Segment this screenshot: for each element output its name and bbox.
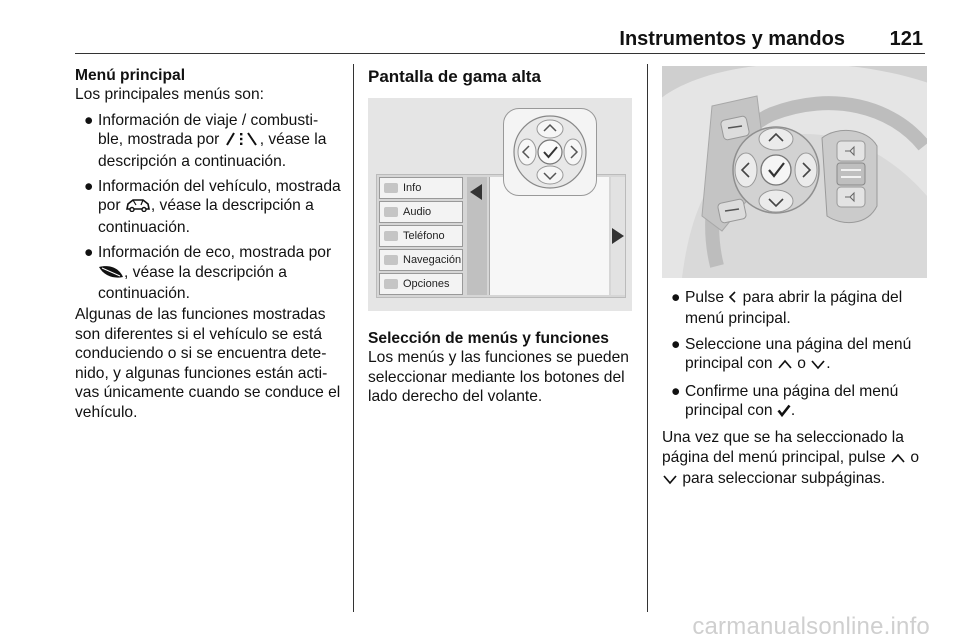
- bullet-dot: ●: [84, 178, 94, 196]
- column-1: [75, 66, 343, 422]
- figure-caption: [368, 329, 634, 407]
- menu-item-audio: Audio: [379, 201, 463, 223]
- menu-item-options: Opciones: [379, 273, 463, 295]
- bullet-dot: ●: [671, 382, 681, 400]
- column-2: [368, 66, 634, 407]
- chevron-up-icon: [777, 356, 793, 375]
- page-header: [75, 26, 925, 53]
- list-item-press-left: ● Pulse para abrir la página del menú principal.: [671, 289, 903, 328]
- main-menu-intro: Los principales menús son:: [75, 86, 264, 104]
- caption-heading: Selección de menús y funciones: [368, 330, 609, 347]
- list-item-eco: ● Información de eco, mostrada por , véase la descripción a continuación.: [84, 244, 332, 303]
- chevron-up-icon: [890, 450, 906, 469]
- navigation-icon: [384, 255, 398, 265]
- joystick-icon: [504, 109, 596, 195]
- section-title: Instrumentos y mandos: [619, 28, 845, 50]
- subpage-paragraph: Una vez que se ha seleccionado la página del menú principal, pulse o para seleccionar subpáginas.: [662, 428, 927, 490]
- steering-wheel-figure: [662, 66, 927, 278]
- joystick-callout: [503, 108, 597, 196]
- menu-item-info: Info: [379, 177, 463, 199]
- page-number: 121: [889, 28, 923, 50]
- arrow-left-icon: [470, 184, 482, 200]
- chevron-down-icon: [810, 356, 826, 375]
- bullet-dot: ●: [84, 111, 94, 129]
- display-figure: [368, 98, 632, 311]
- options-icon: [384, 279, 398, 289]
- list-item-trip: ● Información de viaje / combusti‐ble, mostrada por , véase la descripción a continuación.: [84, 111, 327, 170]
- main-menu-heading: Menú principal: [75, 67, 186, 84]
- list-item-confirm: ● Confirme una página del menú principal con .: [662, 382, 927, 423]
- menu-item-navigation: Navegación: [379, 249, 463, 271]
- menu-list: [379, 177, 463, 297]
- arrow-right-icon: [612, 228, 624, 244]
- checkmark-icon: [777, 403, 791, 422]
- column-3: [662, 66, 927, 491]
- body-paragraph: Algunas de las funciones mostradas son diferentes si el vehículo se está conduciendo o si se encuentra dete‐nido, y algunas funciones están acti‐vas únicamente cuando se conduce el vehículo.: [75, 306, 341, 421]
- bullet-dot: ●: [671, 335, 681, 353]
- chevron-down-icon: [662, 471, 678, 490]
- list-item-select-page: ● Seleccione una página del menú principal con o .: [662, 335, 927, 376]
- bullet-dot: ●: [84, 244, 94, 262]
- music-note-icon: [384, 207, 398, 217]
- menu-item-phone: Teléfono: [379, 225, 463, 247]
- chevron-left-icon: [728, 290, 738, 309]
- list-item-vehicle: ● Información del vehículo, mostrada por , véase la descripción a continuación.: [84, 178, 341, 236]
- info-icon: [384, 183, 398, 193]
- eco-leaf-icon: [98, 265, 124, 284]
- column-divider-1: [353, 64, 354, 612]
- caption-text: Los menús y las funciones se pueden seleccionar mediante los botones del lado derecho del volante.: [368, 349, 629, 406]
- steering-wheel-controls-illustration: [662, 66, 927, 278]
- column-divider-2: [647, 64, 648, 612]
- vehicle-info-icon: [125, 198, 151, 217]
- watermark: carmanualsonline.info: [692, 613, 930, 640]
- header-rule: [75, 53, 925, 54]
- trip-fuel-icon: [224, 132, 260, 151]
- high-display-heading: Pantalla de gama alta: [368, 67, 541, 86]
- bullet-dot: ●: [671, 289, 681, 306]
- phone-icon: [384, 231, 398, 241]
